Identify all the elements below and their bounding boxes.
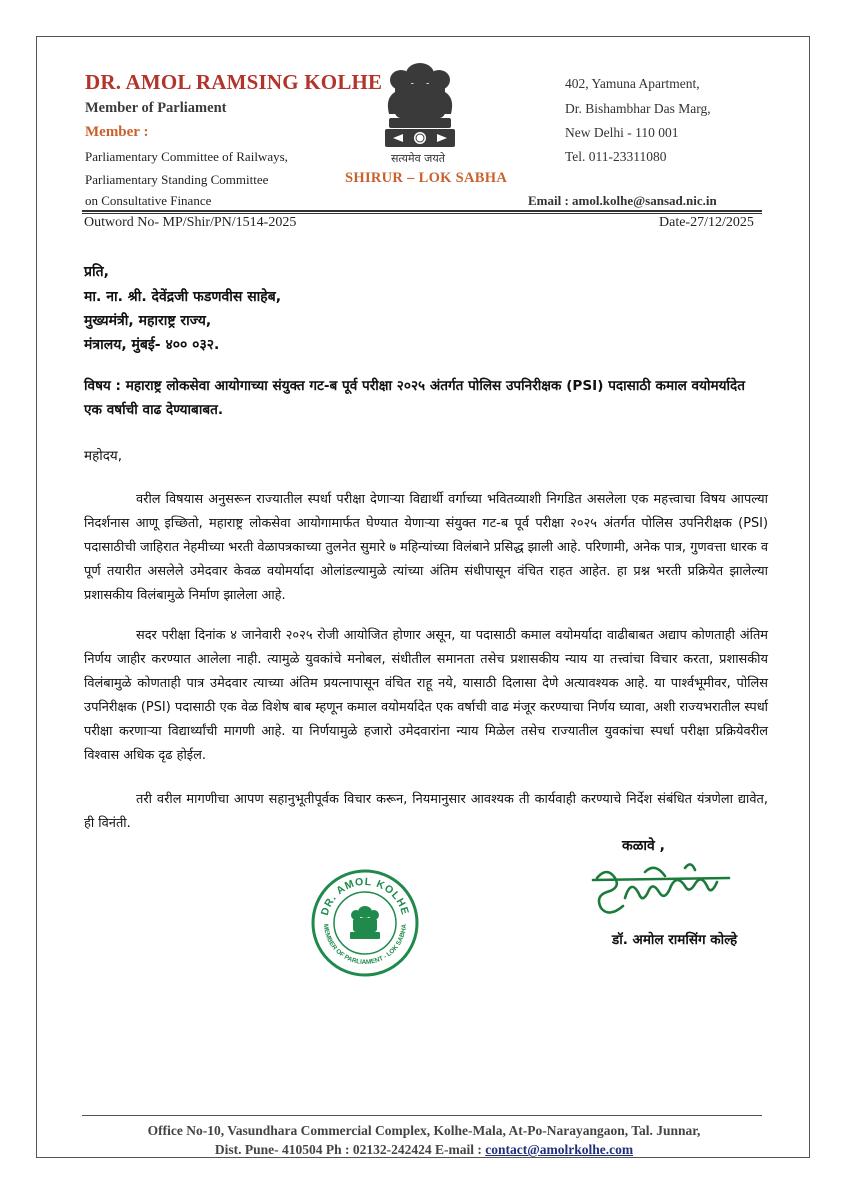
member-label: Member : <box>85 124 149 140</box>
stamp-top-text: DR. AMOL KOLHE <box>318 875 412 917</box>
signatory-name: डॉ. अमोल रामसिंग कोल्हे <box>612 932 738 948</box>
footer-email-link[interactable]: contact@amolrkolhe.com <box>485 1142 634 1157</box>
committee-line: Parliamentary Standing Committee <box>85 172 269 187</box>
constituency: SHIRUR – LOK SABHA <box>345 170 508 186</box>
body-paragraph-text: तरी वरील मागणीचा आपण सहानुभूतीपूर्वक विचार करून, नियमानुसार आवश्यक ती कार्यवाही करण्याचे निर्देश संबंधित यंत्रणेला द्यावेत, ही विनंती. <box>84 792 768 831</box>
body-paragraph <box>84 488 768 608</box>
sender-name: DR. AMOL RAMSING KOLHE <box>85 70 383 94</box>
address-line: New Delhi - 110 001 <box>565 125 679 140</box>
national-emblem-icon <box>365 52 475 167</box>
footer-divider <box>82 1115 762 1116</box>
header-divider <box>82 210 762 212</box>
footer-contact <box>70 1142 778 1158</box>
sender-designation: Member of Parliament <box>85 100 227 116</box>
body-paragraph <box>84 624 768 768</box>
committee-line: on Consultative Finance <box>85 193 212 208</box>
footer-address: Office No-10, Vasundhara Commercial Complex, Kolhe-Mala, At-Po-Narayangaon, Tal. Junnar, <box>147 1123 701 1138</box>
body-paragraph <box>84 788 768 836</box>
body-paragraph-text: सदर परीक्षा दिनांक ४ जानेवारी २०२५ रोजी आयोजित होणार असून, या पदासाठी कमाल वयोमर्यादा वाढीबाबत अद्याप कोणताही अंतिम निर्णय जाहीर करण्यात आलेला नाही. त्यामुळे युवकांचे मनोबल, संधीतील समानता तसेच प्रशासकीय न्याय या तत्त्वांचा विचार करता, प्रशासकीय विलंबामुळे कोणताही पात्र उमेदवार त्याच्या अंतिम प्रयत्नापासून वंचित राहू नये, यासाठी दिलासा देणे अत्यावश्यक आहे. या पार्श्वभूमीवर, पोलिस उपनिरीक्षक (PSI) पदासाठी एक वेळ विशेष बाब म्हणून कमाल वयोमर्यादेत एक वर्षाची वाढ मंजूर करण्याचा निर्णय घ्यावा, अशी राज्यभरातील स्पर्धा परीक्षा करणाऱ्या विद्यार्थ्यांची मागणी आहे. या निर्णयामुळे हजारो उमेदवारांना न्याय मिळेल तसेच राज्यातील युवकांचा स्पर्धा परीक्षा प्रक्रियेवरील विश्वास अधिक दृढ होईल. <box>84 628 768 763</box>
salutation: महोदय, <box>84 448 123 464</box>
footer-contact-text: Dist. Pune- 410504 Ph : 02132-242424 E-mail : <box>214 1142 486 1157</box>
committee-line: Parliamentary Committee of Railways, <box>85 149 288 164</box>
body-paragraph-text: वरील विषयास अनुसरून राज्यातील स्पर्धा परीक्षा देणाऱ्या विद्यार्थी वर्गाच्या भवितव्याशी निगडित असलेला एक महत्त्वाचा विषय आपल्या निदर्शनास आणू इच्छितो, महाराष्ट्र लोकसेवा आयोगामार्फत घेण्यात येणाऱ्या संयुक्त गट-ब पूर्व परीक्षा २०२५ अंतर्गत पोलिस उपनिरीक्षक (PSI) पदासाठीची जाहिरात नेहमीच्या भरती वेळापत्रकाच्या तुलनेत सुमारे ७ महिन्यांच्या विलंबाने प्रसिद्ध झाली आहे. परिणामी, अनेक पात्र, गुणवत्ता धारक व पूर्ण तयारीत असलेले उमेदवार केवळ वयोमर्यादा ओलांडल्यामुळे त्यांच्या अंतिम संधीपासून वंचित राहत आहेत. हा प्रश्न भरती प्रक्रियेत झालेल्या प्रशासकीय विलंबामुळे निर्माण झालेला आहे. <box>84 492 768 603</box>
subject-line: विषय : महाराष्ट्र लोकसेवा आयोगाच्या संयुक्त गट-ब पूर्व परीक्षा २०२५ अंतर्गत पोलिस उपनिरीक्षक (PSI) पदासाठी कमाल वयोमर्यादेत एक वर्षाची वाढ देण्याबाबत. <box>84 378 746 418</box>
recipient-line: मुख्यमंत्री, महाराष्ट्र राज्य, <box>84 313 212 329</box>
recipient-line: मंत्रालय, मुंबई- ४०० ०३२. <box>84 337 220 353</box>
recipient-line: मा. ना. श्री. देवेंद्रजी फडणवीस साहेब, <box>84 289 282 305</box>
address-line: Dr. Bishambhar Das Marg, <box>565 101 711 116</box>
recipient-line: प्रति, <box>84 264 109 280</box>
address-line: 402, Yamuna Apartment, <box>565 76 700 91</box>
stamp-bottom-text: MEMBER OF PARLIAMENT - LOK SABHA <box>321 923 409 967</box>
emblem-motto: सत्यमेव जयते <box>390 152 445 165</box>
official-stamp <box>310 868 420 978</box>
header-divider-thin <box>82 213 762 214</box>
letter-date: Date-27/12/2025 <box>659 215 754 230</box>
signature <box>585 858 735 928</box>
outward-number: Outword No- MP/Shir/PN/1514-2025 <box>84 215 297 230</box>
sender-email: Email : amol.kolhe@sansad.nic.in <box>528 193 717 208</box>
closing-word: कळावे , <box>622 838 665 854</box>
address-line: Tel. 011-23311080 <box>565 149 667 164</box>
stamp-emblem-icon <box>350 906 380 939</box>
